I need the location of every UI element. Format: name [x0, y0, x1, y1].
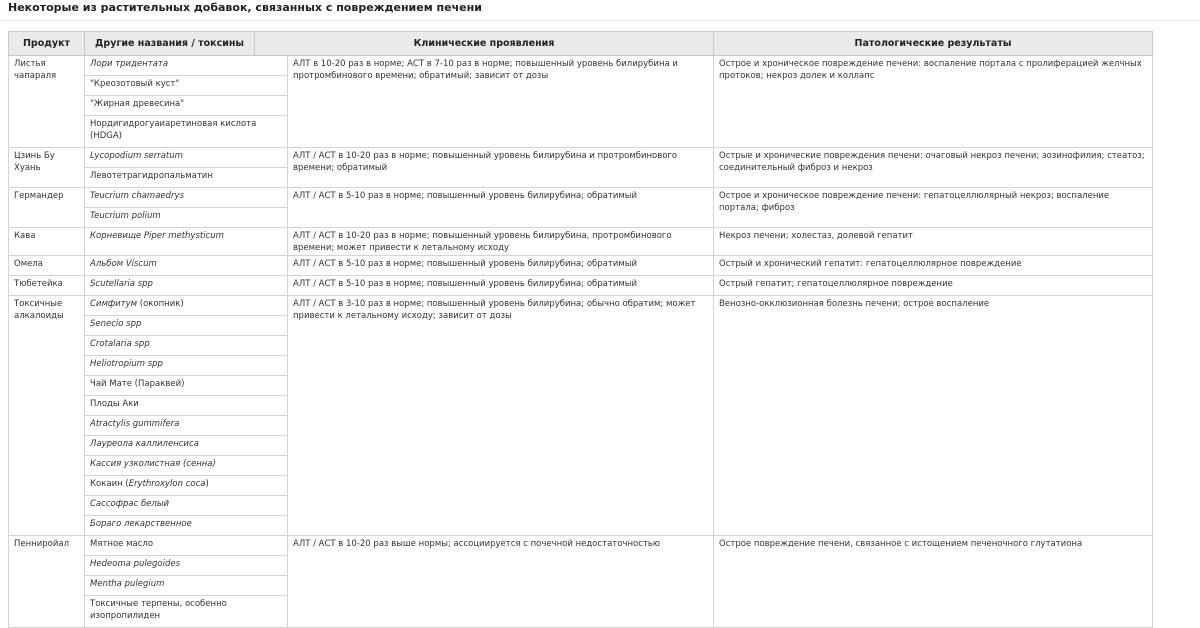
product-cell: Омела — [9, 256, 85, 276]
pathology-cell: Острый и хронический гепатит: гепатоцеллюлярное повреждение — [714, 256, 1153, 276]
other-name-cell — [85, 96, 288, 116]
table-row — [9, 296, 1153, 316]
other-name-text: Mentha pulegium — [90, 579, 165, 589]
other-name-cell — [85, 516, 288, 536]
other-name-text: Сассофрас белый — [90, 499, 170, 509]
table-row — [9, 228, 1153, 256]
table-row — [9, 148, 1153, 168]
other-name-cell — [85, 116, 288, 148]
table-row — [9, 276, 1153, 296]
table-row — [9, 256, 1153, 276]
other-name-text: "Жирная древесина" — [90, 99, 185, 109]
clinical-cell: АЛТ / АСТ в 5-10 раз в норме; повышенный уровень билирубина; обратимый — [288, 256, 714, 276]
other-name-text: Нордигидрогуаиаретиновая кислота (HDGA) — [90, 119, 257, 141]
other-name-cell — [85, 316, 288, 336]
other-name-text: Чай Мате (Параквей) — [90, 379, 185, 389]
pathology-cell: Венозно-окклюзионная болезнь печени; острое воспаление — [714, 296, 1153, 536]
other-name-cell — [85, 228, 288, 256]
other-name-text: Teucrium polium — [90, 211, 161, 221]
other-name-suffix: (окопник) — [137, 299, 184, 309]
other-name-cell — [85, 256, 288, 276]
clinical-cell: АЛТ / АСТ в 10-20 раз в норме; повышенный уровень билирубина и протромбинового времени; обратимый — [288, 148, 714, 188]
other-name-text: Atractylis gummifera — [90, 419, 180, 429]
other-name-cell — [85, 396, 288, 416]
table-row — [9, 536, 1153, 556]
clinical-cell: АЛТ в 10-20 раз в норме; АСТ в 7-10 раз в норме; повышенный уровень билирубина и протромбинового времени; обратимый; зависит от дозы — [288, 56, 714, 148]
other-name-text: Бораго лекарственное — [90, 519, 192, 529]
page-title: Некоторые из растительных добавок, связанных с повреждением печени — [8, 1, 482, 14]
other-name-cell — [85, 356, 288, 376]
clinical-cell: АЛТ / АСТ в 3-10 раз в норме; повышенный уровень билирубина; обычно обратим; может привести к летальному исходу; зависит от дозы — [288, 296, 714, 536]
herbs-table — [8, 31, 1153, 628]
pathology-cell: Острые и хронические повреждения печени: очаговый некроз печени; эозинофилия; стеатоз; соединительный фиброз и некроз — [714, 148, 1153, 188]
other-name-cell — [85, 188, 288, 208]
other-name-text: Crotalaria spp — [90, 339, 150, 349]
pathology-cell: Некроз печени; холестаз, долевой гепатит — [714, 228, 1153, 256]
title-divider — [0, 20, 1200, 21]
table-header-row — [9, 32, 1153, 56]
clinical-cell: АЛТ / АСТ в 10-20 раз выше нормы; ассоциируется с почечной недостаточностью — [288, 536, 714, 628]
other-name-text: Кокаин ( — [90, 479, 129, 489]
product-cell: Пенниройал — [9, 536, 85, 628]
other-name-cell — [85, 436, 288, 456]
other-name-cell — [85, 576, 288, 596]
product-cell: Кава — [9, 228, 85, 256]
other-name-cell — [85, 208, 288, 228]
other-name-text: Senecio spp — [90, 319, 142, 329]
clinical-cell: АЛТ / АСТ в 10-20 раз в норме; повышенный уровень билирубина, протромбинового времени; может привести к летальному исходу — [288, 228, 714, 256]
other-name-cell — [85, 416, 288, 436]
other-name-text: Мятное масло — [90, 539, 154, 549]
other-name-text: Hedeoma pulegoides — [90, 559, 181, 569]
other-name-cell — [85, 456, 288, 476]
product-cell: Цзинь Бу Хуань — [9, 148, 85, 188]
other-name-tail: ) — [205, 479, 209, 489]
other-name-text: Альбом Viscum — [90, 259, 157, 269]
other-name-cell — [85, 536, 288, 556]
other-name-text: Teucrium chamaedrys — [90, 191, 184, 201]
product-cell: Германдер — [9, 188, 85, 228]
other-name-text: Токсичные терпены, особенно изопропилиден — [90, 599, 227, 621]
other-name-cell — [85, 476, 288, 496]
product-cell: Листья чапараля — [9, 56, 85, 148]
other-name-text: "Креозотовый куст" — [90, 79, 180, 89]
other-name-cell — [85, 148, 288, 168]
other-name-cell — [85, 56, 288, 76]
clinical-cell: АЛТ / АСТ в 5-10 раз в норме; повышенный уровень билирубина; обратимый — [288, 188, 714, 228]
other-name-text: Lycopodium serratum — [90, 151, 183, 161]
other-name-cell — [85, 336, 288, 356]
other-name-text: Лори тридентата — [90, 59, 169, 69]
other-name-text: Левотетрагидропальматин — [90, 171, 213, 181]
pathology-cell: Острое повреждение печени, связанное с истощением печеночного глутатиона — [714, 536, 1153, 628]
other-name-italic-part: Erythroxylon coca — [128, 479, 206, 489]
product-cell: Тюбетейка — [9, 276, 85, 296]
table-body — [9, 56, 1153, 628]
pathology-cell: Острый гепатит; гепатоцеллюлярное повреждение — [714, 276, 1153, 296]
other-name-cell — [85, 596, 288, 628]
table-row — [9, 56, 1153, 76]
other-name-cell — [85, 276, 288, 296]
pathology-cell: Острое и хроническое повреждение печени: воспаление портала с пролиферацией желчных протоков; некроз долек и коллапс — [714, 56, 1153, 148]
clinical-cell: АЛТ / АСТ в 5-10 раз в норме; повышенный уровень билирубина; обратимый — [288, 276, 714, 296]
other-name-cell — [85, 376, 288, 396]
other-name-text: Scutellaria spp — [90, 279, 153, 289]
other-name-cell — [85, 296, 288, 316]
other-name-text: Кассия узколистная (сенна) — [90, 459, 216, 469]
header-pathology: Патологические результаты — [714, 32, 1153, 56]
other-name-text: Плоды Аки — [90, 399, 139, 409]
product-cell: Токсичные алкалоиды — [9, 296, 85, 536]
other-name-cell — [85, 168, 288, 188]
other-name-text: Корневище Piper methysticum — [90, 231, 224, 241]
other-name-cell — [85, 76, 288, 96]
other-name-cell — [85, 496, 288, 516]
header-clinical: Клинические проявления — [255, 32, 714, 56]
other-name-cell — [85, 556, 288, 576]
header-product: Продукт — [9, 32, 85, 56]
pathology-cell: Острое и хроническое повреждение печени: гепатоцеллюлярный некроз; воспаление портала; фиброз — [714, 188, 1153, 228]
table-row — [9, 188, 1153, 208]
other-name-text: Heliotropium spp — [90, 359, 163, 369]
header-other-names: Другие названия / токсины — [85, 32, 255, 56]
other-name-text: Симфитум — [90, 299, 138, 309]
other-name-text: Лауреола каллиленсиса — [90, 439, 199, 449]
